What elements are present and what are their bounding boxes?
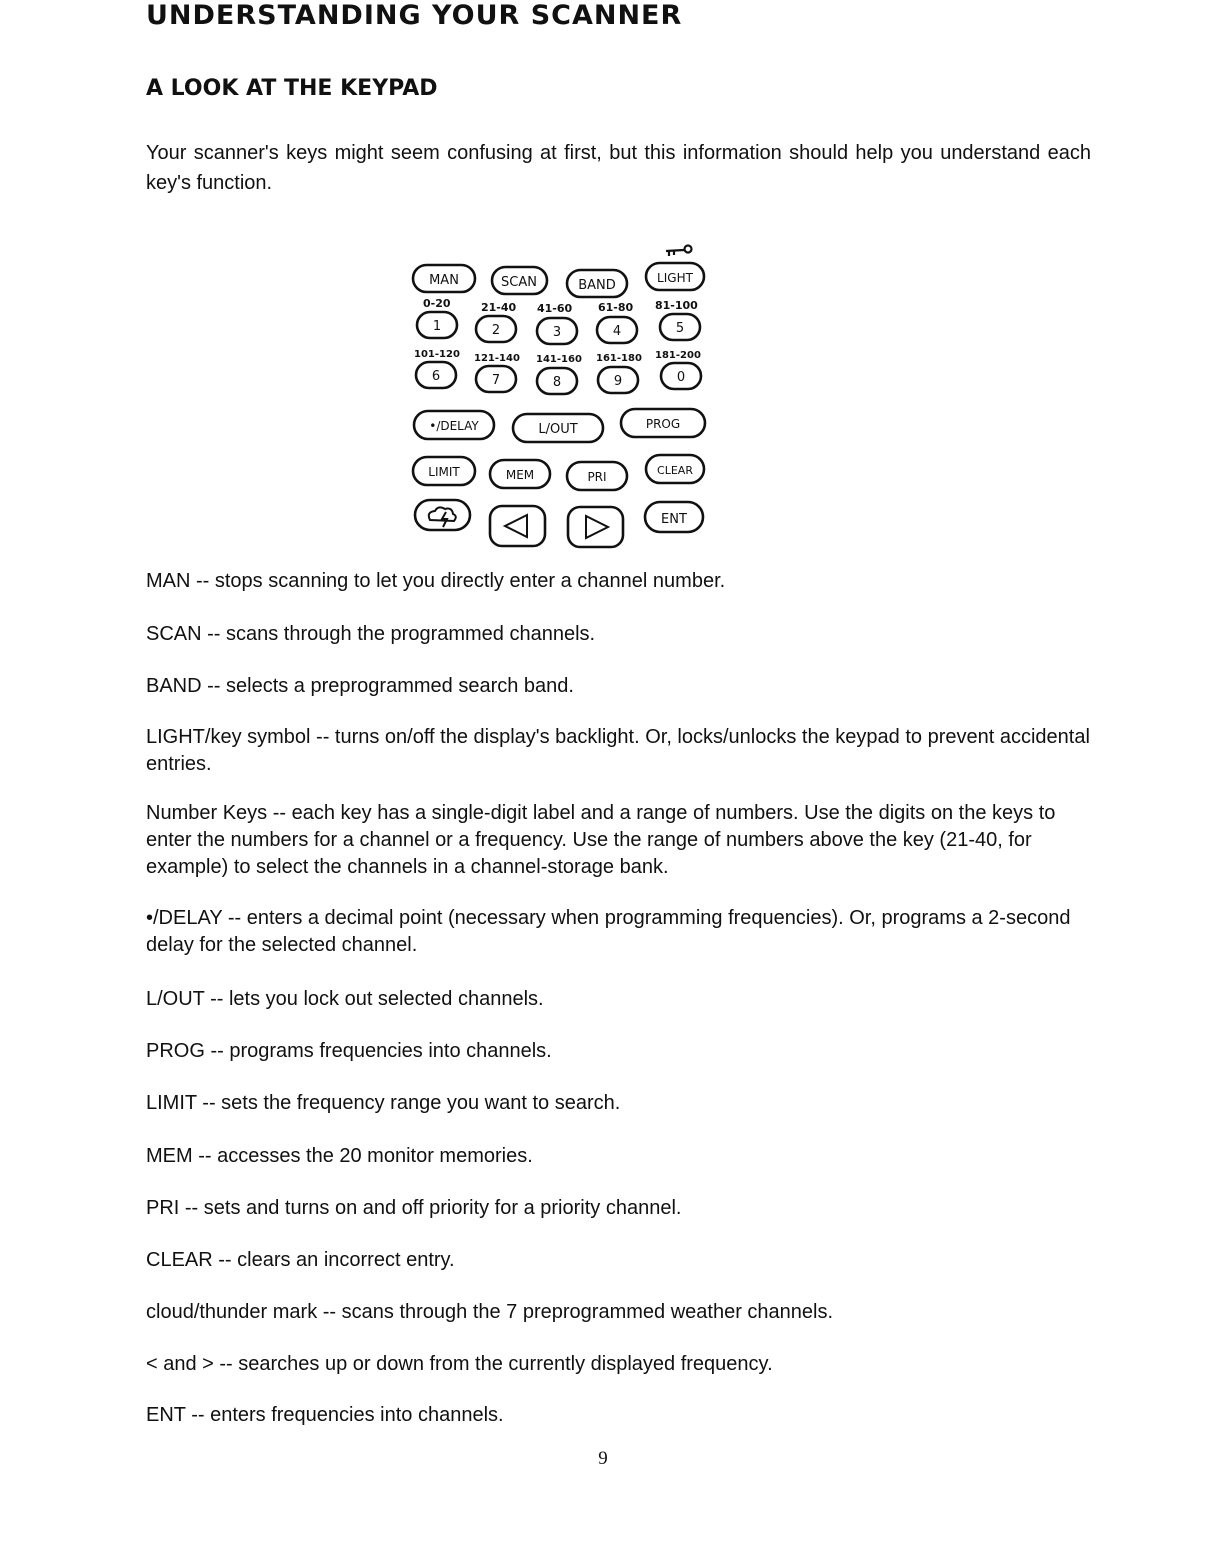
range-label: 41-60 (537, 302, 573, 315)
range-label: 181-200 (655, 350, 701, 361)
svg-text:6: 6 (431, 369, 441, 384)
digit-key-8[interactable] (537, 368, 577, 394)
range-label: 141-160 (536, 354, 582, 365)
ent-key[interactable] (645, 502, 703, 532)
definition-lout: L/OUT -- lets you lock out selected channels. (146, 988, 544, 1010)
man-key[interactable] (413, 265, 475, 292)
digit-key-7[interactable] (476, 366, 516, 392)
pri-key[interactable] (567, 462, 627, 490)
definition-ent: ENT -- enters frequencies into channels. (146, 1404, 504, 1426)
key-icon (666, 246, 692, 257)
definition-mem: MEM -- accesses the 20 monitor memories. (146, 1145, 533, 1167)
clear-key-label: CLEAR (657, 464, 693, 477)
lout-key-label: L/OUT (538, 422, 578, 437)
pri-key-label: PRI (587, 470, 607, 484)
range-label: 61-80 (598, 301, 634, 314)
range-label: 161-180 (596, 353, 642, 364)
digit-key-1[interactable] (417, 312, 457, 338)
light-key-label: LIGHT (657, 271, 693, 285)
intro-paragraph: Your scanner's keys might seem confusing at first, but this information should help you understand each key's function. (146, 142, 1091, 194)
svg-text:7: 7 (491, 373, 501, 388)
svg-text:8: 8 (552, 375, 562, 390)
section-heading: A LOOK AT THE KEYPAD (146, 76, 438, 101)
limit-key[interactable] (413, 457, 475, 485)
definition-pri: PRI -- sets and turns on and off priority for a priority channel. (146, 1197, 682, 1219)
definition-band: BAND -- selects a preprogrammed search band. (146, 675, 574, 697)
digit-key-2[interactable] (476, 316, 516, 342)
definition-man: MAN -- stops scanning to let you directly enter a channel number. (146, 570, 726, 592)
ent-key-label: ENT (661, 512, 687, 527)
mem-key-label: MEM (505, 468, 535, 482)
man-key-label: MAN (429, 273, 459, 288)
scan-key[interactable] (492, 267, 547, 294)
svg-text:3: 3 (552, 325, 562, 340)
digit-key-6[interactable] (416, 362, 456, 388)
band-key-label: BAND (578, 278, 616, 293)
delay-key-label: •/DELAY (429, 419, 479, 433)
svg-text:4: 4 (612, 324, 622, 339)
svg-text:0: 0 (676, 370, 686, 385)
svg-text:5: 5 (675, 321, 685, 336)
band-key[interactable] (567, 270, 627, 297)
prog-key[interactable] (621, 409, 705, 437)
digit-key-9[interactable] (598, 367, 638, 393)
definition-arrows: < and > -- searches up or down from the currently displayed frequency. (146, 1353, 773, 1375)
definition-scan: SCAN -- scans through the programmed channels. (146, 623, 596, 645)
left-arrow-key[interactable] (490, 506, 545, 546)
weather-key[interactable] (415, 500, 470, 530)
digit-key-3[interactable] (537, 318, 577, 344)
range-label: 0-20 (423, 297, 451, 310)
definition-weather: cloud/thunder mark -- scans through the 7 preprogrammed weather channels. (146, 1301, 834, 1323)
svg-text:2: 2 (491, 323, 501, 338)
svg-text:1: 1 (432, 319, 442, 334)
mem-key[interactable] (490, 460, 550, 488)
lout-key[interactable] (513, 414, 603, 442)
clear-key[interactable] (646, 455, 704, 483)
definition-delay: •/DELAY -- enters a decimal point (necessary when programming frequencies). Or, programs a 2-second delay for the selected channel. (146, 907, 1071, 956)
digit-key-4[interactable] (597, 317, 637, 343)
page-title: UNDERSTANDING YOUR SCANNER (146, 0, 683, 31)
digit-key-0[interactable] (661, 363, 701, 389)
limit-key-label: LIMIT (428, 465, 460, 479)
definition-light: LIGHT/key symbol -- turns on/off the display's backlight. Or, locks/unlocks the keypad to prevent accidental entries. (146, 726, 1090, 775)
definition-limit: LIMIT -- sets the frequency range you want to search. (146, 1092, 621, 1114)
range-label: 121-140 (474, 353, 520, 364)
scan-key-label: SCAN (501, 275, 537, 290)
definition-clear: CLEAR -- clears an incorrect entry. (146, 1249, 455, 1271)
right-arrow-key[interactable] (568, 507, 623, 547)
range-label: 21-40 (481, 301, 517, 314)
range-label: 101-120 (414, 349, 460, 360)
range-label: 81-100 (655, 299, 698, 312)
definition-number-keys: Number Keys -- each key has a single-digit label and a range of numbers. Use the digits on the keys to enter the numbers for a channel or a frequency. Use the range of numbers above the key (21-40, for example) to select the channels in a channel-storage bank. (146, 802, 1056, 878)
light-key[interactable] (646, 263, 704, 290)
digit-key-5[interactable] (660, 314, 700, 340)
svg-text:9: 9 (613, 374, 623, 389)
prog-key-label: PROG (645, 417, 681, 431)
definition-prog: PROG -- programs frequencies into channels. (146, 1040, 552, 1062)
page-number: 9 (598, 1448, 608, 1469)
delay-key[interactable] (414, 411, 494, 439)
